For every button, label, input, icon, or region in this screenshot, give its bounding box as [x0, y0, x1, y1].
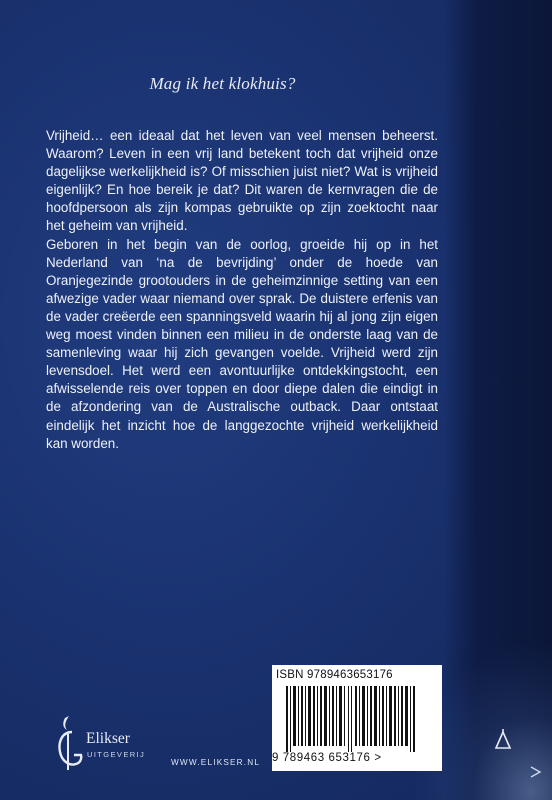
barcode-icon [278, 686, 434, 752]
isbn-label: ISBN 9789463653176 [276, 669, 393, 681]
publisher-website: WWW.ELIKSER.NL [171, 758, 261, 767]
blurb-paragraph: Geboren in het begin van de oorlog, groeide hij op in het Nederland van ‘na de bevrijding’ onder de hoede van Oranjegezinde grootouders in de geheimzinnige setting van een afwezige vader waar niemand over sprak. De duistere erfenis van de vader creëerde een spanningsveld waarin hij al jong zijn eigen weg moest vinden binnen een milieu in de onderste laag van de samenleving waar hij zich gevangen voelde. Vrijheid werd zijn levensdoel. Het werd een avontuurlijke ontdekkingstocht, een afwisselende reis over toppen en door diepe dalen die eindigt in de afzondering van de Australische outback. Daar ontstaat eindelijk het inzicht hoe de langgezochte vrijheid werkelijkheid kan worden. [46, 236, 438, 451]
publisher-logo [52, 712, 172, 772]
publisher-sub: UITGEVERIJ [87, 750, 146, 759]
barcode-number: 9 789463 653176 > [272, 752, 382, 764]
elikser-logo-mark-icon [52, 712, 86, 772]
spine-mark-icon [528, 764, 544, 780]
barcode-panel [272, 665, 442, 771]
publisher-name: Elikser [86, 730, 130, 747]
spine-publisher-icon [494, 728, 512, 750]
book-title: Mag ik het klokhuis? [149, 74, 296, 93]
blurb-text [46, 127, 438, 453]
blurb-paragraph: Vrijheid… een ideaal dat het leven van veel mensen beheerst. Waarom? Leven in een vrij land betekent toch dat vrijheid onze dagelijkse werkelijkheid is? Of misschien juist niet? Wat is vrijheid eigenlijk? En hoe bereik je dat? Dit waren de kernvragen die de hoofdpersoon als zijn kompas gebruikte op zijn zoektocht naar het geheim van vrijheid. [46, 128, 438, 234]
